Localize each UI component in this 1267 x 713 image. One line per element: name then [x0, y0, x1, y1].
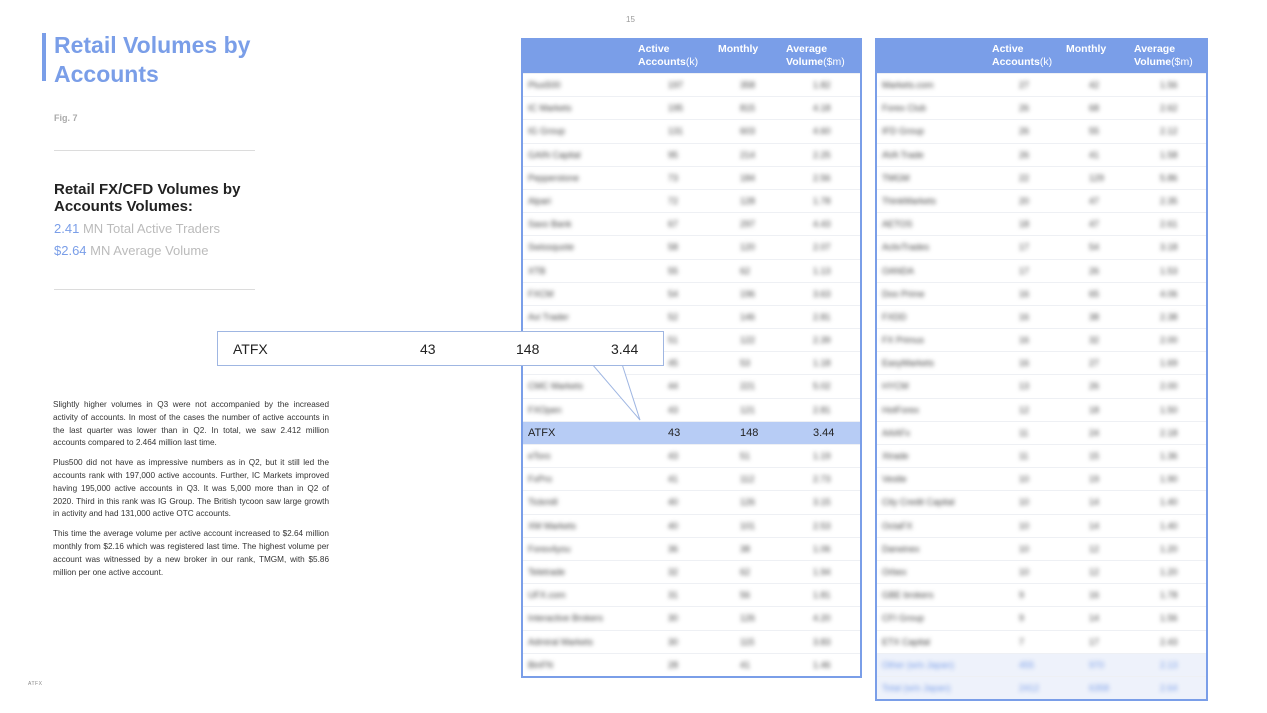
broker-name: XM Markets [528, 520, 577, 531]
active-accounts: 67 [668, 219, 679, 230]
broker-name: Plus500 [528, 80, 561, 90]
broker-name: ThinkMarkets [882, 195, 937, 206]
table-row [523, 421, 860, 444]
header-active-accounts: Active Accounts(k) [638, 43, 699, 68]
monthly-volume: 51 [740, 451, 751, 461]
monthly-volume: 14 [1089, 613, 1100, 624]
monthly-volume: 47 [1089, 195, 1100, 206]
active-accounts: 45 [668, 358, 679, 369]
monthly-volume: 47 [1089, 219, 1100, 230]
average-volume: 1.90 [1160, 474, 1178, 485]
table-row [877, 583, 1206, 606]
monthly-volume: 126 [740, 497, 756, 508]
table-row [877, 653, 1206, 676]
monthly-volume: 26 [1089, 381, 1100, 392]
monthly-volume: 27 [1089, 358, 1100, 369]
active-accounts: 195 [668, 103, 684, 114]
broker-name: Tickmill [528, 497, 558, 508]
broker-name: ETX Capital [882, 636, 931, 647]
active-accounts: 22 [1019, 172, 1030, 183]
broker-name: IFD Group [882, 126, 925, 137]
table-row [877, 235, 1206, 258]
monthly-volume: 41 [740, 659, 751, 670]
broker-name: Doo Prime [882, 288, 925, 299]
monthly-volume: 16 [1089, 590, 1100, 601]
average-volume: 1.78 [1160, 590, 1178, 601]
table-row [523, 630, 860, 653]
table-row [523, 444, 860, 467]
monthly-volume: 68 [1089, 103, 1100, 114]
active-accounts: 26 [1019, 126, 1030, 137]
broker-name: AVA Trade [882, 149, 924, 160]
table-row [877, 259, 1206, 282]
monthly-volume: 42 [1089, 80, 1100, 90]
table-row [877, 119, 1206, 142]
average-volume: 1.81 [813, 590, 831, 601]
table-body [877, 73, 1206, 699]
body-text [53, 399, 329, 586]
table-row [877, 328, 1206, 351]
average-volume: 2.38 [1160, 311, 1178, 322]
table-row [523, 606, 860, 629]
table-row [523, 73, 860, 96]
table-row [877, 73, 1206, 96]
active-accounts: 17 [1019, 265, 1030, 276]
broker-name: Swissquote [528, 242, 575, 253]
broker-name: FxPro [528, 474, 553, 485]
broker-name: Teletrade [528, 566, 566, 577]
broker-name: Pepperstone [528, 172, 580, 183]
average-volume: 1.69 [1160, 358, 1178, 369]
table-row [877, 374, 1206, 397]
broker-name: City Credit Capital [882, 497, 955, 508]
active-accounts: 41 [668, 474, 679, 485]
table-row [523, 374, 860, 397]
active-accounts: 9 [1019, 613, 1025, 624]
average-volume: 1.40 [1160, 497, 1178, 508]
average-volume: 2.35 [1160, 195, 1178, 206]
footer-logo: ATFX [28, 681, 43, 687]
monthly-volume: 12 [1089, 543, 1100, 554]
page-title: Retail Volumes by Accounts [54, 32, 251, 87]
average-volume: 2.00 [1160, 381, 1178, 392]
average-volume: 1.36 [1160, 451, 1178, 461]
average-volume: 3.15 [813, 497, 831, 508]
active-accounts: 16 [1019, 288, 1030, 299]
active-accounts: 40 [668, 520, 679, 531]
broker-name: TMGM [882, 172, 910, 183]
broker-name: Orbex [882, 566, 907, 577]
active-accounts: 16 [1019, 358, 1030, 369]
stat-label: MN Total Active Traders [82, 221, 220, 236]
active-accounts: 27 [1019, 80, 1030, 90]
stat-active-traders [54, 221, 220, 236]
average-volume: 1.40 [1160, 520, 1178, 531]
broker-name: eToro [528, 451, 551, 461]
monthly-volume: 15 [1089, 451, 1100, 461]
monthly-volume: 603 [740, 126, 756, 137]
average-volume: 3.44 [813, 426, 835, 439]
broker-name: CFI Group [882, 613, 925, 624]
average-volume: 2.81 [813, 311, 831, 322]
average-volume: 4.43 [813, 219, 831, 230]
active-accounts: 30 [668, 613, 679, 624]
average-volume: 5.02 [813, 381, 831, 392]
broker-name: AAAFx [882, 427, 911, 438]
active-accounts: 18 [1019, 219, 1030, 230]
monthly-volume: 115 [740, 636, 755, 647]
active-accounts: 31 [668, 590, 679, 601]
active-accounts: 58 [668, 242, 679, 253]
average-volume: 1.53 [1160, 265, 1178, 276]
monthly-volume: 41 [1089, 149, 1100, 160]
monthly-volume: 221 [740, 381, 756, 392]
monthly-volume: 14 [1089, 520, 1100, 531]
monthly-volume: 38 [1089, 311, 1100, 322]
active-accounts: 72 [668, 195, 679, 206]
table-row [523, 212, 860, 235]
active-accounts: 55 [668, 265, 679, 276]
average-volume: 1.78 [813, 195, 831, 206]
table-row [877, 537, 1206, 560]
paragraph: Plus500 did not have as impressive numbers as in Q2, but it still led the accounts rank with 197,000 active accounts. Further, IC Markets improved having 195,000 active accounts in Q3. It was 5,000 more than in Q2 of 2020. Third in this rank was IG Group. The British tycoon saw large growth in activity and had 131,000 active OTC accounts. [53, 458, 329, 519]
average-volume: 2.61 [1160, 219, 1178, 230]
broker-name: IG Group [528, 126, 566, 137]
table-row [523, 166, 860, 189]
table-row [877, 212, 1206, 235]
header-active-accounts: Active Accounts(k) [992, 43, 1053, 68]
average-volume: 2.73 [813, 474, 831, 485]
monthly-volume: 297 [740, 219, 756, 230]
broker-name: Vestle [882, 474, 907, 485]
average-volume: 2.64 [1160, 682, 1178, 693]
monthly-volume: 19 [1089, 474, 1100, 485]
broker-name: UFX.com [528, 590, 566, 601]
active-accounts: 131 [668, 126, 684, 137]
monthly-volume: 196 [740, 288, 756, 299]
table-row [877, 467, 1206, 490]
average-volume: 1.46 [813, 659, 831, 670]
monthly-volume: 53 [740, 358, 751, 369]
table-row [877, 676, 1206, 699]
broker-name: BinFN [528, 659, 554, 670]
monthly-volume: 184 [740, 172, 756, 183]
stat-average-volume [54, 243, 208, 258]
active-accounts: 51 [668, 335, 679, 346]
broker-name: XTB [528, 265, 546, 276]
table-row [877, 166, 1206, 189]
table-row [877, 490, 1206, 513]
header-monthly: Monthly [1066, 43, 1107, 55]
callout-accounts: 43 [420, 341, 436, 357]
table-row [523, 398, 860, 421]
broker-name: HotForex [882, 404, 920, 415]
active-accounts: 17 [1019, 242, 1030, 253]
table-row [877, 282, 1206, 305]
active-accounts: 32 [668, 566, 679, 577]
header-average-volume: Average Volume($m) [786, 43, 845, 68]
active-accounts: 20 [1019, 195, 1030, 206]
header-monthly: Monthly [718, 43, 759, 55]
active-accounts: 44 [668, 381, 679, 392]
average-volume: 3.63 [813, 288, 831, 299]
broker-name: ATFX [528, 426, 556, 439]
table-row [523, 282, 860, 305]
monthly-volume: 62 [740, 265, 751, 276]
average-volume: 2.53 [813, 520, 831, 531]
table-row [523, 189, 860, 212]
figure-label: Fig. 7 [54, 113, 78, 123]
monthly-volume: 38 [740, 543, 751, 554]
table-row [877, 421, 1206, 444]
average-volume: 2.81 [813, 404, 831, 415]
table-row [877, 606, 1206, 629]
table-row [523, 143, 860, 166]
page-number: 15 [626, 15, 635, 24]
average-volume: 1.82 [813, 80, 831, 90]
average-volume: 1.06 [813, 543, 831, 554]
broker-name: OctaFX [882, 520, 913, 531]
average-volume: 1.50 [1160, 404, 1178, 415]
monthly-volume: 18 [1089, 404, 1100, 415]
active-accounts: 16 [1019, 311, 1030, 322]
average-volume: 2.07 [813, 242, 831, 253]
average-volume: 1.13 [813, 265, 831, 276]
average-volume: 2.25 [813, 149, 831, 160]
broker-name: Total (w/o Japan) [882, 682, 951, 693]
active-accounts: 40 [668, 497, 679, 508]
broker-name: Alpari [528, 195, 552, 206]
table-row [523, 583, 860, 606]
monthly-volume: 126 [740, 613, 756, 624]
average-volume: 4.06 [1160, 288, 1178, 299]
monthly-volume: 146 [740, 311, 756, 322]
table-row [877, 189, 1206, 212]
table-row [877, 143, 1206, 166]
paragraph: Slightly higher volumes in Q3 were not accompanied by the increased activity of accounts. In most of the cases the number of active accounts in the last quarter was lower than in Q2. In total, we saw 2.412 million accounts compared to 2.464 million last time. [53, 400, 329, 448]
table-row [523, 259, 860, 282]
monthly-volume: 358 [740, 80, 756, 90]
monthly-volume: 122 [740, 335, 756, 346]
monthly-volume: 62 [740, 566, 751, 577]
active-accounts: 11 [1019, 427, 1029, 438]
active-accounts: 13 [1019, 381, 1030, 392]
divider-bottom [54, 289, 255, 290]
active-accounts: 30 [668, 636, 679, 647]
monthly-volume: 121 [740, 404, 756, 415]
atfx-callout [217, 331, 664, 366]
monthly-volume: 112 [740, 474, 755, 485]
table-row [877, 305, 1206, 328]
broker-name: GBE brokers [882, 590, 934, 601]
active-accounts: 43 [668, 426, 681, 439]
active-accounts: 36 [668, 543, 679, 554]
monthly-volume: 129 [1089, 172, 1105, 183]
table-body [523, 73, 860, 676]
average-volume: 2.56 [813, 172, 831, 183]
monthly-volume: 148 [740, 426, 759, 439]
table-row [523, 537, 860, 560]
average-volume: 2.43 [1160, 636, 1178, 647]
table-row [877, 398, 1206, 421]
table-row [523, 514, 860, 537]
broker-name: ActivTrades [882, 242, 930, 253]
monthly-volume: 55 [1089, 126, 1100, 137]
average-volume: 1.18 [813, 358, 831, 369]
active-accounts: 11 [1019, 451, 1029, 461]
broker-name: Xtrade [882, 451, 909, 461]
average-volume: 1.94 [813, 566, 831, 577]
broker-name: GAIN Capital [528, 149, 581, 160]
active-accounts: 10 [1019, 497, 1030, 508]
table-row [523, 490, 860, 513]
monthly-volume: 14 [1089, 497, 1100, 508]
broker-name: OANDA [882, 265, 915, 276]
monthly-volume: 65 [1089, 288, 1100, 299]
broker-name: FXDD [882, 311, 907, 322]
table-row [523, 235, 860, 258]
monthly-volume: 101 [740, 520, 756, 531]
broker-name: Interactive Brokers [528, 613, 604, 624]
table-row [877, 514, 1206, 537]
monthly-volume: 120 [740, 242, 756, 253]
broker-name: Darwinex [882, 543, 920, 554]
broker-name: Forex4you [528, 543, 571, 554]
monthly-volume: 32 [1089, 335, 1100, 346]
broker-name: AETOS [882, 219, 913, 230]
broker-name: Other (w/o Japan) [882, 659, 955, 670]
paragraph: This time the average volume per active account increased to $2.64 million monthly from $2.16 which was registered last time. The highest volume per account was witnessed by a new broker in our rank, TMGM, with $5.86 million per one active account. [53, 529, 329, 577]
average-volume: 4.20 [813, 613, 831, 624]
active-accounts: 52 [668, 311, 679, 322]
broker-name: HYCM [882, 381, 909, 392]
active-accounts: 26 [1019, 149, 1030, 160]
broker-name: CMC Markets [528, 381, 584, 392]
broker-name: IC Markets [528, 103, 572, 114]
broker-name: Admiral Markets [528, 636, 594, 647]
average-volume: 2.18 [1160, 427, 1178, 438]
stat-label: MN Average Volume [90, 243, 209, 258]
active-accounts: 43 [668, 451, 679, 461]
active-accounts: 455 [1019, 659, 1035, 670]
callout-monthly: 148 [516, 341, 540, 357]
active-accounts: 73 [668, 172, 679, 183]
stat-value: $2.64 [54, 243, 87, 258]
table-row [877, 96, 1206, 119]
broker-name: Saxo Bank [528, 219, 572, 230]
monthly-volume: 6358 [1089, 682, 1110, 693]
monthly-volume: 54 [1089, 242, 1100, 253]
broker-name: Avi Trader [528, 311, 569, 322]
monthly-volume: 17 [1089, 636, 1100, 647]
average-volume: 3.18 [1160, 242, 1178, 253]
table-row [877, 351, 1206, 374]
monthly-volume: 214 [740, 149, 756, 160]
accounts-table-right [875, 38, 1208, 701]
average-volume: 1.20 [1160, 543, 1178, 554]
callout-volume: 3.44 [611, 341, 639, 357]
table-row [523, 305, 860, 328]
broker-name: FXOpen [528, 404, 562, 415]
average-volume: 1.58 [1160, 149, 1178, 160]
monthly-volume: 128 [740, 195, 756, 206]
active-accounts: 10 [1019, 543, 1030, 554]
active-accounts: 16 [1019, 335, 1030, 346]
active-accounts: 10 [1019, 566, 1030, 577]
active-accounts: 95 [668, 149, 679, 160]
table-row [877, 444, 1206, 467]
stat-value: 2.41 [54, 221, 80, 236]
table-row [877, 630, 1206, 653]
table-row [523, 96, 860, 119]
active-accounts: 28 [668, 659, 679, 670]
table-row [877, 560, 1206, 583]
average-volume: 2.12 [1160, 126, 1178, 137]
monthly-volume: 56 [740, 590, 751, 601]
header-average-volume: Average Volume($m) [1134, 43, 1193, 68]
average-volume: 3.83 [813, 636, 831, 647]
table-row [523, 560, 860, 583]
table-row [523, 467, 860, 490]
section-subheading: Retail FX/CFD Volumes by Accounts Volumes: [54, 181, 241, 215]
monthly-volume: 12 [1089, 566, 1100, 577]
table-row [523, 119, 860, 142]
table-header [877, 40, 1206, 73]
broker-name: FXCM [528, 288, 554, 299]
table-header [523, 40, 860, 73]
average-volume: 1.19 [813, 451, 831, 461]
broker-name: Markets.com [882, 80, 934, 90]
monthly-volume: 970 [1089, 659, 1105, 670]
average-volume: 2.13 [1160, 659, 1178, 670]
active-accounts: 26 [1019, 103, 1030, 114]
active-accounts: 54 [668, 288, 679, 299]
average-volume: 2.62 [1160, 103, 1178, 114]
monthly-volume: 815 [740, 103, 756, 114]
average-volume: 1.56 [1160, 80, 1178, 90]
monthly-volume: 24 [1089, 427, 1100, 438]
title-accent-bar [42, 33, 46, 81]
average-volume: 4.18 [813, 103, 831, 114]
active-accounts: 2412 [1019, 682, 1040, 693]
active-accounts: 43 [668, 404, 679, 415]
active-accounts: 12 [1019, 404, 1030, 415]
active-accounts: 197 [668, 80, 684, 90]
table-row [523, 653, 860, 676]
broker-name: Forex Club [882, 103, 927, 114]
broker-name: EasyMarkets [882, 358, 935, 369]
monthly-volume: 26 [1089, 265, 1100, 276]
callout-broker: ATFX [233, 341, 268, 357]
active-accounts: 10 [1019, 474, 1030, 485]
average-volume: 1.20 [1160, 566, 1178, 577]
broker-name: FX Primus [882, 335, 925, 346]
average-volume: 5.86 [1160, 172, 1178, 183]
average-volume: 4.60 [813, 126, 831, 137]
average-volume: 2.39 [813, 335, 831, 346]
average-volume: 2.00 [1160, 335, 1178, 346]
active-accounts: 9 [1019, 590, 1025, 601]
divider-top [54, 150, 255, 151]
active-accounts: 7 [1019, 636, 1025, 647]
active-accounts: 10 [1019, 520, 1030, 531]
average-volume: 1.56 [1160, 613, 1178, 624]
